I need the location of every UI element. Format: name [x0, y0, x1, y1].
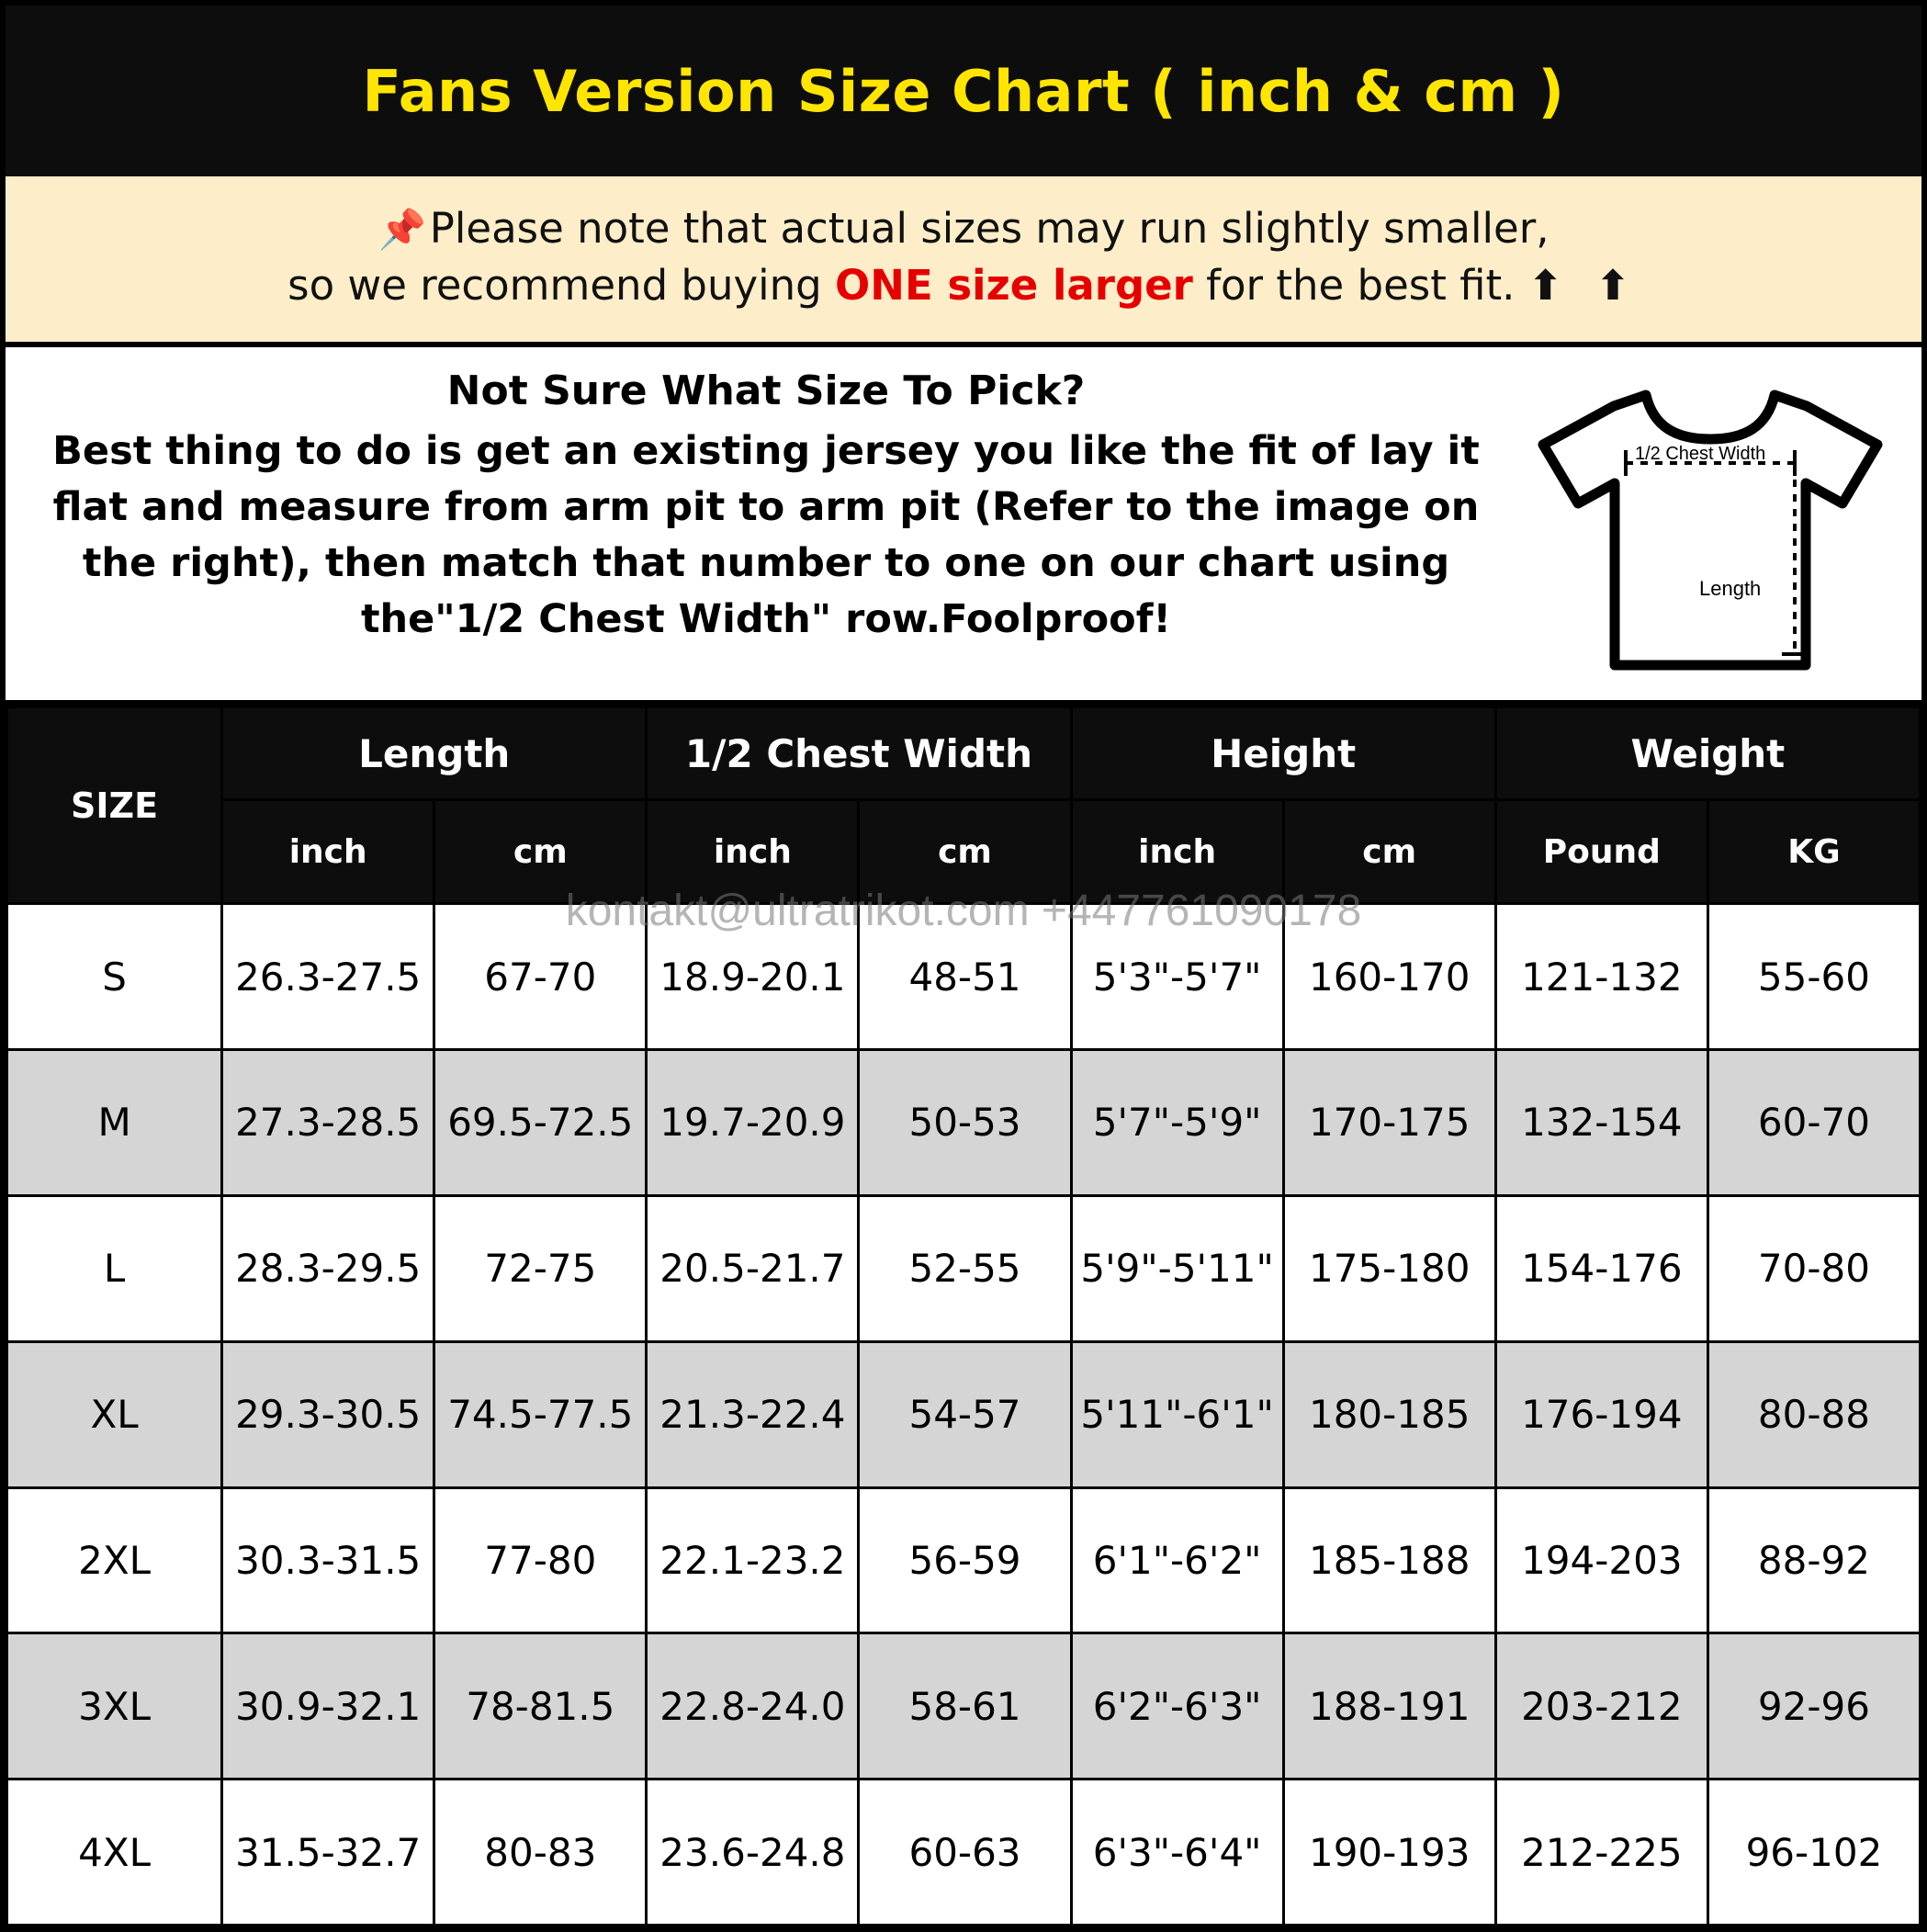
cell-weight-kg: 92-96: [1707, 1633, 1920, 1779]
cell-chest-cm: 56-59: [859, 1487, 1071, 1633]
header-group-height: Height: [1071, 707, 1495, 800]
table-row: [7, 1633, 1921, 1779]
cell-chest-inch: 23.6-24.8: [647, 1779, 859, 1926]
cell-length-cm: 80-83: [434, 1779, 647, 1926]
cell-height-inch: 6'2"-6'3": [1071, 1633, 1283, 1779]
cell-chest-cm: 58-61: [859, 1633, 1071, 1779]
cell-height-inch: 5'11"-6'1": [1071, 1341, 1283, 1487]
table-row: [7, 1779, 1921, 1926]
table-row: [7, 1195, 1921, 1341]
cell-weight-kg: 60-70: [1707, 1050, 1920, 1196]
cell-weight-pound: 154-176: [1495, 1195, 1707, 1341]
cell-height-cm: 160-170: [1283, 904, 1495, 1050]
cell-chest-cm: 54-57: [859, 1341, 1071, 1487]
row-size: 4XL: [7, 1779, 222, 1926]
cell-length-inch: 27.3-28.5: [222, 1050, 434, 1196]
cell-length-inch: 31.5-32.7: [222, 1779, 434, 1926]
row-size: S: [7, 904, 222, 1050]
cell-chest-inch: 21.3-22.4: [647, 1341, 859, 1487]
cell-weight-kg: 70-80: [1707, 1195, 1920, 1341]
row-size: 2XL: [7, 1487, 222, 1633]
cell-weight-kg: 55-60: [1707, 904, 1920, 1050]
cell-weight-kg: 88-92: [1707, 1487, 1920, 1633]
header-unit-chest-inch: inch: [647, 800, 859, 904]
note-line-2: [24, 257, 1903, 314]
cell-height-inch: 6'3"-6'4": [1071, 1779, 1283, 1926]
header-unit-weight-kg: KG: [1707, 800, 1920, 904]
note-line-1-text: Please note that actual sizes may run slightly smaller,: [429, 204, 1549, 253]
title-bar: [6, 6, 1921, 176]
row-size: L: [7, 1195, 222, 1341]
header-unit-height-cm: cm: [1283, 800, 1495, 904]
note-line-2-prefix: so we recommend buying: [287, 261, 836, 311]
cell-height-cm: 185-188: [1283, 1487, 1495, 1633]
cell-length-cm: 78-81.5: [434, 1633, 647, 1779]
header-unit-length-cm: cm: [434, 800, 647, 904]
cell-length-inch: 28.3-29.5: [222, 1195, 434, 1341]
size-table: [6, 706, 1921, 1926]
cell-chest-cm: 52-55: [859, 1195, 1071, 1341]
header-unit-length-inch: inch: [222, 800, 434, 904]
pushpin-icon: 📌: [378, 207, 426, 252]
table-header-units: [7, 800, 1921, 904]
cell-height-cm: 188-191: [1283, 1633, 1495, 1779]
cell-length-cm: 77-80: [434, 1487, 647, 1633]
cell-weight-pound: 132-154: [1495, 1050, 1707, 1196]
cell-chest-inch: 20.5-21.7: [647, 1195, 859, 1341]
row-size: M: [7, 1050, 222, 1196]
help-text-block: [15, 367, 1508, 648]
note-emphasis: ONE size larger: [835, 261, 1193, 311]
cell-weight-kg: 80-88: [1707, 1341, 1920, 1487]
header-group-weight: Weight: [1495, 707, 1920, 800]
cell-weight-pound: 121-132: [1495, 904, 1707, 1050]
cell-height-cm: 190-193: [1283, 1779, 1495, 1926]
cell-length-cm: 74.5-77.5: [434, 1341, 647, 1487]
table-row: [7, 904, 1921, 1050]
help-body: Best thing to do is get an existing jersey you like the fit of lay it flat and measure from arm pit to arm pit (Refer to the image on the right), then match that number to one on our chart using the"1/2 Chest Width" row.Foolproof!: [52, 428, 1480, 643]
cell-height-cm: 180-185: [1283, 1341, 1495, 1487]
tshirt-chest-label: 1/2 Chest Width: [1635, 444, 1766, 465]
note-line-1: [24, 200, 1903, 257]
header-group-length: Length: [222, 707, 647, 800]
cell-chest-inch: 19.7-20.9: [647, 1050, 859, 1196]
cell-weight-pound: 194-203: [1495, 1487, 1707, 1633]
cell-length-cm: 67-70: [434, 904, 647, 1050]
up-arrows-icon: ⬆ ⬆: [1527, 261, 1640, 311]
tshirt-length-label: Length: [1699, 577, 1762, 601]
cell-length-inch: 26.3-27.5: [222, 904, 434, 1050]
row-size: XL: [7, 1341, 222, 1487]
cell-height-cm: 170-175: [1283, 1050, 1495, 1196]
tshirt-diagram: [1508, 367, 1912, 682]
header-size: SIZE: [7, 707, 222, 904]
cell-height-inch: 5'7"-5'9": [1071, 1050, 1283, 1196]
note-band: [6, 176, 1921, 347]
cell-length-inch: 30.9-32.1: [222, 1633, 434, 1779]
help-section: [6, 347, 1921, 706]
help-heading: Not Sure What Size To Pick?: [446, 367, 1086, 415]
row-size: 3XL: [7, 1633, 222, 1779]
header-unit-height-inch: inch: [1071, 800, 1283, 904]
cell-weight-kg: 96-102: [1707, 1779, 1920, 1926]
cell-length-inch: 29.3-30.5: [222, 1341, 434, 1487]
note-line-2-suffix: for the best fit.: [1192, 261, 1528, 311]
cell-length-cm: 72-75: [434, 1195, 647, 1341]
header-unit-chest-cm: cm: [859, 800, 1071, 904]
cell-chest-inch: 22.8-24.0: [647, 1633, 859, 1779]
cell-height-inch: 5'9"-5'11": [1071, 1195, 1283, 1341]
cell-length-cm: 69.5-72.5: [434, 1050, 647, 1196]
table-row: [7, 1050, 1921, 1196]
page-title: Fans Version Size Chart ( inch & cm ): [362, 57, 1565, 125]
cell-chest-cm: 60-63: [859, 1779, 1071, 1926]
cell-height-inch: 6'1"-6'2": [1071, 1487, 1283, 1633]
cell-weight-pound: 176-194: [1495, 1341, 1707, 1487]
cell-chest-inch: 18.9-20.1: [647, 904, 859, 1050]
tshirt-icon: [1527, 378, 1894, 682]
cell-chest-cm: 48-51: [859, 904, 1071, 1050]
cell-height-inch: 5'3"-5'7": [1071, 904, 1283, 1050]
header-group-chest: 1/2 Chest Width: [647, 707, 1071, 800]
cell-weight-pound: 212-225: [1495, 1779, 1707, 1926]
cell-length-inch: 30.3-31.5: [222, 1487, 434, 1633]
cell-chest-cm: 50-53: [859, 1050, 1071, 1196]
cell-height-cm: 175-180: [1283, 1195, 1495, 1341]
table-header-groups: [7, 707, 1921, 800]
table-row: [7, 1341, 1921, 1487]
header-unit-weight-pound: Pound: [1495, 800, 1707, 904]
watermark-text: kontakt@ultratrikot.com +447761090178: [565, 887, 1362, 936]
cell-weight-pound: 203-212: [1495, 1633, 1707, 1779]
size-table-wrap: [6, 706, 1921, 1926]
cell-chest-inch: 22.1-23.2: [647, 1487, 859, 1633]
table-row: [7, 1487, 1921, 1633]
